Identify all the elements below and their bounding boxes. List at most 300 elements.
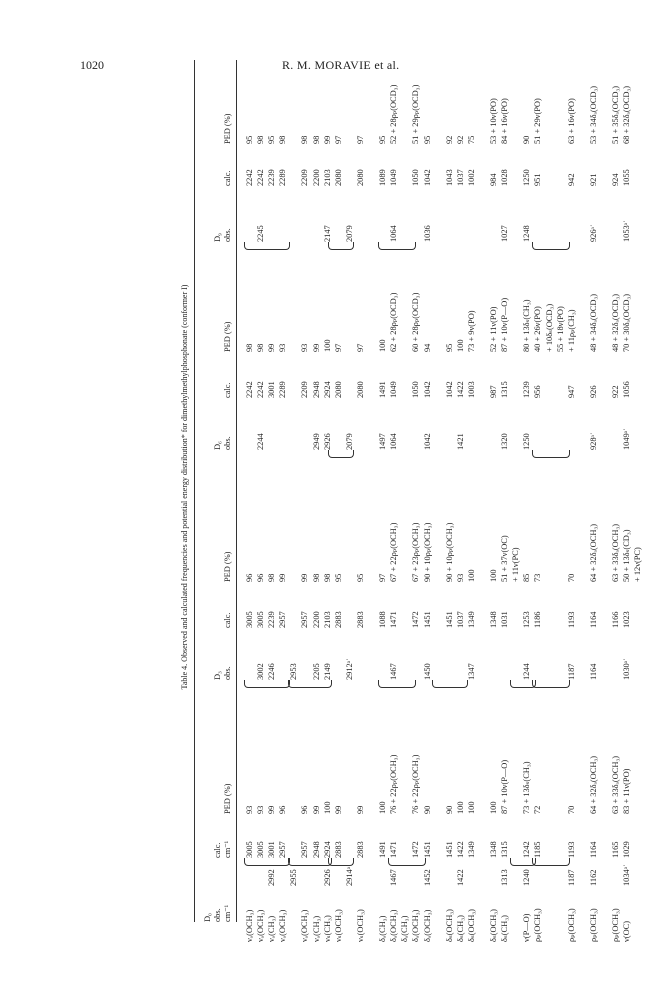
table-cell: 2926 [322, 433, 332, 450]
table-cell [477, 428, 488, 450]
table-cell [299, 428, 310, 450]
table-cell [510, 220, 521, 242]
table-cell: νₐ(OCH₃) [256, 909, 266, 942]
table-cell [510, 381, 521, 398]
table-cell [510, 864, 521, 886]
table-cell [433, 908, 444, 942]
table-cell: νₐ(CH₃) [311, 915, 321, 942]
table-cell: 87 + 10ν(P—O) [500, 759, 510, 814]
header-d3-ped: PED (%) [223, 551, 232, 582]
table-cell: 3005 [245, 841, 254, 858]
table-cell [544, 611, 555, 628]
table-cell: 1422 [455, 841, 465, 858]
header-unit: cm⁻¹ [223, 904, 232, 922]
header-unit-2: cm⁻¹ [223, 840, 232, 858]
table-cell: 1250 [522, 433, 532, 450]
brace [432, 680, 468, 688]
col-d3-calc [244, 611, 643, 628]
table-cell: 1055 [622, 169, 632, 186]
table-cell [255, 864, 266, 886]
table-cell: 1422 [455, 381, 465, 398]
table-cell: 1166 [611, 611, 621, 628]
table-cell [577, 169, 588, 186]
table-cell: 2239 [267, 611, 277, 628]
table-cell [355, 658, 366, 680]
table-cell [544, 908, 555, 942]
table-cell [399, 523, 410, 582]
table-cell [544, 428, 555, 450]
table-cell: 2242 [256, 381, 266, 398]
table-cell: 98 [311, 573, 321, 582]
table-cell: 2147 [322, 225, 332, 242]
table-cell [399, 169, 410, 186]
table-cell [577, 908, 588, 942]
table-cell [555, 908, 566, 942]
table-cell [344, 611, 355, 628]
table-cell [399, 864, 410, 886]
table-cell [510, 908, 521, 942]
table-cell [555, 841, 566, 858]
table-cell [366, 611, 377, 628]
table-cell: + 12ν(PC) [633, 547, 643, 582]
table-cell [288, 381, 299, 398]
table-cell: δₐ(OCH₃) [411, 909, 421, 942]
table-cell [466, 864, 477, 886]
table-cell [266, 428, 277, 450]
brace [532, 242, 570, 250]
table-cell [555, 220, 566, 242]
table-cell: 51 + 35δₐ(OCD₃) [611, 85, 621, 144]
table-cell [433, 220, 444, 242]
table-cell [344, 169, 355, 186]
table-cell: 63 + 33δₐ(OCH₃) [611, 523, 621, 582]
table-cell: 99 [278, 573, 288, 582]
table-cell: 1064 [389, 225, 399, 242]
table-cell [399, 841, 410, 858]
table-cell: 1050 [411, 169, 421, 186]
table-cell [366, 658, 377, 680]
table-cell: 1242 [522, 841, 532, 858]
table-cell: 97 [378, 573, 388, 582]
table-cell: 70 [566, 573, 576, 582]
table-cell: 1187 [566, 869, 576, 886]
table-cell [632, 611, 643, 628]
table-cell [632, 169, 643, 186]
table-cell [433, 381, 444, 398]
table-cell: 1165 [611, 841, 621, 858]
table-cell: 921 [588, 173, 598, 186]
table-cell: 2957 [278, 611, 288, 628]
table-cell: 2079 [344, 433, 354, 450]
table-cell: 1064 [389, 433, 399, 450]
table-cell: 2948 [311, 841, 321, 858]
table-cell: 1023 [622, 611, 632, 628]
table-cell [399, 381, 410, 398]
brace [244, 858, 290, 866]
table-cell [477, 220, 488, 242]
table-cell [333, 864, 344, 886]
table-cell [366, 841, 377, 858]
table-cell: 922 [611, 385, 621, 398]
table-cell [288, 523, 299, 582]
table-cell [577, 755, 588, 814]
table-cell: 2955 [289, 869, 299, 886]
table-cell: 48 + 32δₐ(OCD₃) [611, 293, 621, 352]
header-d9-calc: calc. [223, 170, 232, 186]
table-cell: 1347 [466, 663, 476, 680]
header-d0-calc: calc. [213, 842, 222, 858]
table-cell: 99 [300, 573, 310, 582]
table-cell [433, 841, 444, 858]
table-cell [544, 220, 555, 242]
table-cell: 2079 [344, 225, 354, 242]
table-cell [477, 169, 488, 186]
table-cell: 1248 [522, 225, 532, 242]
table-cell [599, 381, 610, 398]
table-cell [610, 220, 621, 242]
table-cell: νₐ(OCH₃) [278, 909, 288, 942]
table-cell [288, 428, 299, 450]
table-cell: νₐ(OCH₃) [245, 909, 254, 942]
table-cell: 96 [300, 805, 310, 814]
table-cell [544, 755, 555, 814]
table-cell [632, 381, 643, 398]
col-d6-calc [244, 381, 643, 398]
table-cell: 64 + 32δₐ(OCH₃) [588, 523, 598, 582]
table-cell [410, 864, 421, 886]
table-cell: δₛ(OCH₃) [444, 909, 454, 942]
table-cell [466, 220, 477, 242]
table-cell: 73 [533, 573, 543, 582]
table-cell: 2244 [256, 433, 266, 450]
table-cell [510, 658, 521, 680]
col-d9-calc [244, 169, 643, 186]
table-cell [277, 658, 288, 680]
table-cell [577, 381, 588, 398]
table-cell: 73 + 9ν(PO) [466, 310, 476, 352]
table-cell: 1472 [411, 841, 421, 858]
table-cell: 1164 [588, 841, 598, 858]
col-d0-calc [244, 841, 643, 858]
table-cell: 1053ᵃ˙ [622, 220, 632, 242]
table-cell: 92 [444, 135, 454, 144]
table-cell: 98 [267, 573, 277, 582]
table-cell: 100 [489, 801, 499, 814]
header-d3-calc: calc. [223, 612, 232, 628]
table-cell: 100 [378, 339, 388, 352]
table-cell: 2242 [245, 169, 254, 186]
header-d0-ped: PED (%) [223, 783, 232, 814]
table-cell: 2957 [278, 841, 288, 858]
table-cell: 98 [245, 343, 254, 352]
table-cell [433, 293, 444, 352]
table-cell: 2883 [355, 841, 365, 858]
table-cell [544, 85, 555, 144]
table-cell [355, 864, 366, 886]
table-cell: 1244 [522, 663, 532, 680]
table-cell [599, 523, 610, 582]
table-cell: 53 + 10ν(PO) [489, 98, 499, 144]
col-label [244, 908, 643, 942]
table-cell [577, 428, 588, 450]
table-cell: 97 [355, 135, 365, 144]
table-cell: 98 [278, 135, 288, 144]
running-head: R. M. MORAVIE et al. [282, 58, 400, 72]
table-cell: 50 + 13δₛ(CD₃) [622, 529, 632, 582]
table-cell [510, 169, 521, 186]
table-cell: 40 + 26ν(PO) [533, 306, 543, 352]
table-cell: 93 [300, 343, 310, 352]
table-cell: 90 [522, 135, 532, 144]
table-cell [444, 658, 455, 680]
table-cell: 2080 [333, 169, 343, 186]
table-cell: 2992 [267, 869, 277, 886]
table-cell [355, 428, 366, 450]
table-cell [599, 658, 610, 680]
table-cell: 100 [378, 801, 388, 814]
table-cell: 2948 [311, 381, 321, 398]
brace [328, 242, 354, 250]
table-cell: 99 [322, 135, 332, 144]
table-cell [510, 841, 521, 858]
table-cell: 1471 [389, 611, 399, 628]
table-cell [555, 755, 566, 814]
header-d0: D₀ [203, 913, 212, 922]
rotated-table [180, 62, 643, 942]
table-cell [632, 293, 643, 352]
table-cell: 2209 [300, 381, 310, 398]
table-cell [433, 658, 444, 680]
table-cell [399, 658, 410, 680]
table-cell: 1315 [500, 841, 510, 858]
table-cell: 1036 [422, 225, 432, 242]
table-cell [399, 428, 410, 450]
table-cell: 76 + 22ρₚ(OCH₃) [389, 754, 399, 814]
table-cell [366, 523, 377, 582]
table-cell: 2242 [245, 381, 254, 398]
table-cell: νₛ(CH₃) [322, 915, 332, 942]
table-cell [299, 864, 310, 886]
table-cell [444, 428, 455, 450]
table-cell [244, 428, 255, 450]
table-cell: 1187 [566, 663, 576, 680]
table-cell [544, 841, 555, 858]
brace [378, 242, 416, 250]
table-cell [477, 85, 488, 144]
table-cell: 1043 [444, 169, 454, 186]
table-cell [277, 864, 288, 886]
table-cell: 99 [267, 343, 277, 352]
table-cell: 63 + 16ν(PO) [566, 98, 576, 144]
table-cell [399, 293, 410, 352]
table-cell: + 11ν(PC) [511, 547, 521, 582]
table-cell: δₛ(CH₃) [455, 915, 465, 942]
table-cell [299, 658, 310, 680]
table-cell [399, 85, 410, 144]
table-cell: 3001 [267, 841, 277, 858]
table-cell: 48 + 34δₐ(OCD₃) [588, 293, 598, 352]
table-cell [399, 755, 410, 814]
table-cell [366, 293, 377, 352]
table-cell: 984 [489, 173, 499, 186]
table-cell: 2103 [322, 611, 332, 628]
table-cell: 1348 [489, 841, 499, 858]
header-d6-calc: calc. [223, 382, 232, 398]
table-cell: 1467 [389, 869, 399, 886]
table-cell: 928ᵃ˙ [588, 432, 598, 450]
table-cell: 1491 [378, 841, 388, 858]
table-cell [344, 85, 355, 144]
table-cell: 100 [489, 569, 499, 582]
table-cell: 2209 [300, 169, 310, 186]
table-cell [632, 220, 643, 242]
table-cell: 1185 [533, 841, 543, 858]
table-cell: 85 [522, 573, 532, 582]
table-cell: 100 [466, 801, 476, 814]
table-cell: 1239 [522, 381, 532, 398]
table-cell: 1029 [622, 841, 632, 858]
table-cell [466, 428, 477, 450]
table-cell: 1451 [422, 611, 432, 628]
table-cell [555, 523, 566, 582]
table-cell: 1320 [500, 433, 510, 450]
table-cell: 1042 [422, 169, 432, 186]
table-cell [532, 220, 543, 242]
table-cell: 93 [455, 573, 465, 582]
table-cell: 1253 [522, 611, 532, 628]
table-cell [366, 220, 377, 242]
table-cell [288, 85, 299, 144]
table-cell: 1056 [622, 381, 632, 398]
table-cell: 2883 [333, 841, 343, 858]
table-cell: ρₚ(OCH₃) [588, 908, 598, 942]
table-cell [377, 864, 388, 886]
table-cell: 100 [455, 339, 465, 352]
table-cell [433, 169, 444, 186]
table-cell [377, 658, 388, 680]
table-cell [632, 658, 643, 680]
table-cell: 98 [300, 135, 310, 144]
table-cell [632, 85, 643, 144]
table-cell [333, 658, 344, 680]
table-cell [510, 293, 521, 352]
table-cell: 1049ᵃ˙ [622, 428, 632, 450]
header-d9: D₉ [213, 233, 222, 242]
table-cell [599, 841, 610, 858]
table-cell [477, 381, 488, 398]
table-cell [532, 658, 543, 680]
table-cell: + 10δₛ(OCD₃) [544, 303, 554, 352]
table-cell [599, 755, 610, 814]
table-cell [599, 864, 610, 886]
table-cell [488, 658, 499, 680]
table-cell: 95 [245, 135, 254, 144]
table-cell [577, 841, 588, 858]
table-cell [632, 841, 643, 858]
table-cell [433, 523, 444, 582]
top-rule [194, 60, 195, 922]
table-cell: 2080 [355, 169, 365, 186]
table-cell: 70 + 30δₐ(OCD₃) [622, 293, 632, 352]
table-cell [599, 85, 610, 144]
table-cell [333, 220, 344, 242]
table-cell [488, 220, 499, 242]
table-cell [377, 220, 388, 242]
table-cell: 52 + 28ρₚ(OCD₃) [389, 84, 399, 144]
table-cell: 100 [322, 339, 332, 352]
table-cell [510, 611, 521, 628]
table-cell: 1037 [455, 611, 465, 628]
table-cell: 97 [333, 135, 343, 144]
header-d3: D₃ [213, 671, 222, 680]
brace [288, 858, 332, 866]
table-cell [544, 864, 555, 886]
table-cell: 2926 [322, 869, 332, 886]
table-cell [288, 755, 299, 814]
table-cell: 98 [256, 135, 266, 144]
table-cell: δₐ(OCH₃) [389, 909, 399, 942]
table-cell [477, 611, 488, 628]
table-cell: δₐ(CH₃) [378, 915, 388, 942]
table-cell: 2953 [289, 663, 299, 680]
table-cell: 1042 [422, 433, 432, 450]
table-cell [266, 220, 277, 242]
table-cell [632, 908, 643, 942]
table-cell [277, 220, 288, 242]
table-cell: 1348 [489, 611, 499, 628]
table-cell: 1451 [444, 841, 454, 858]
table-cell [244, 658, 255, 680]
table-cell: 95 [378, 135, 388, 144]
table-cell: 94 [422, 343, 432, 352]
header-rule [236, 60, 237, 922]
table-cell [399, 220, 410, 242]
table-cell: + 11ρₚ(CH₃) [566, 309, 576, 352]
table-cell [577, 220, 588, 242]
brace [388, 858, 426, 866]
table-cell [555, 381, 566, 398]
table-cell: ν(P—O) [522, 913, 532, 942]
col-d0-ped [244, 755, 643, 814]
col-d6-obs [244, 428, 643, 450]
table-cell [555, 169, 566, 186]
table-cell [577, 658, 588, 680]
table-cell: 1028 [500, 169, 510, 186]
table-cell: 75 [466, 135, 476, 144]
table-cell [344, 755, 355, 814]
table-cell [555, 658, 566, 680]
table-cell: 68 + 32δₐ(OCD₃) [622, 85, 632, 144]
header-d9-obs: obs. [223, 228, 232, 242]
table-cell: 98 [322, 573, 332, 582]
table-cell [433, 85, 444, 144]
table-cell: 99 [333, 805, 343, 814]
table-cell [477, 293, 488, 352]
table-cell [444, 864, 455, 886]
table-cell [366, 864, 377, 886]
brace [532, 680, 570, 688]
table-cell: 99 [311, 343, 321, 352]
table-cell: 1050 [411, 381, 421, 398]
table-cell [344, 523, 355, 582]
table-cell: 98 [256, 343, 266, 352]
table-cell [499, 658, 510, 680]
table-cell [632, 864, 643, 886]
header-d0-obs: obs. [213, 908, 222, 922]
table-cell [477, 755, 488, 814]
table-cell [344, 293, 355, 352]
table-cell: 2924 [322, 841, 332, 858]
